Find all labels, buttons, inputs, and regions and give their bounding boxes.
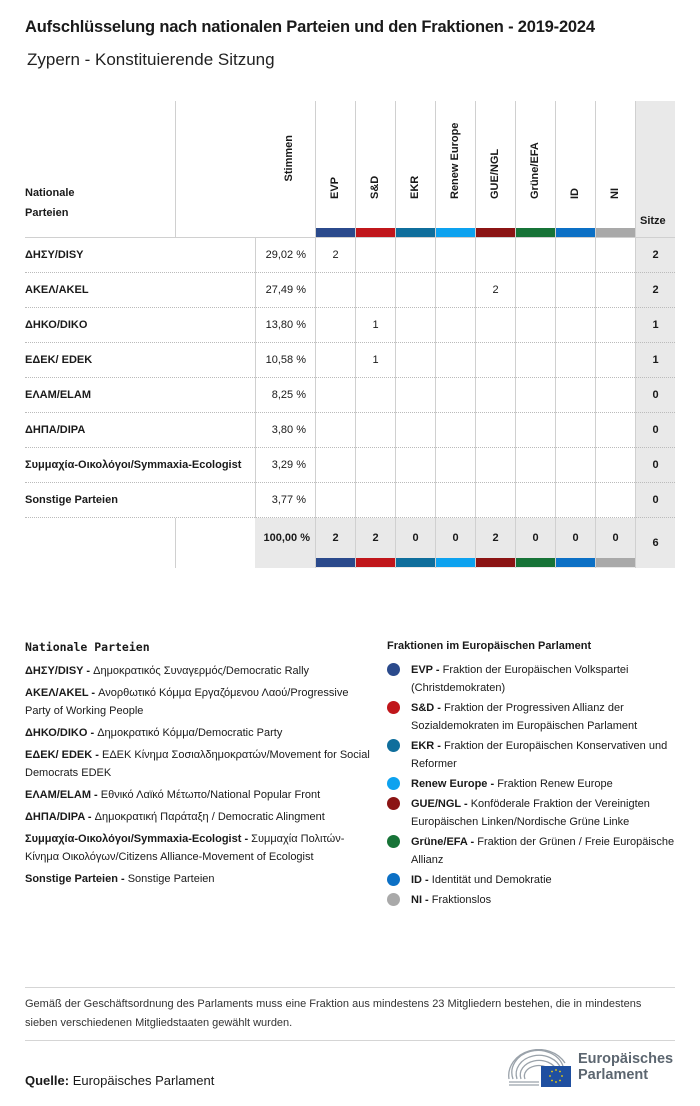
- faction-seat-cell: [595, 343, 635, 378]
- color-dot-icon: [387, 835, 400, 848]
- faction-seat-cell: [515, 343, 555, 378]
- faction-column-header: EVP: [329, 176, 341, 199]
- table-row: [25, 272, 675, 307]
- table-row: [25, 237, 675, 272]
- vote-share: 10,58 %: [255, 343, 315, 378]
- party-name: ΔΗΚΟ/DIKO: [25, 319, 88, 331]
- faction-seat-cell: [595, 308, 635, 343]
- faction-legend-item: EKR - Fraktion der Europäischen Konservativen und Reformer: [387, 737, 677, 773]
- color-dot-icon: [387, 739, 400, 752]
- faction-legend-item: Renew Europe - Fraktion Renew Europe: [387, 775, 677, 793]
- faction-total: 0: [595, 518, 635, 568]
- faction-seat-cell: [475, 343, 515, 378]
- seat-total: 1: [635, 343, 675, 378]
- faction-legend-item: EVP - Fraktion der Europäischen Volkspartei (Christdemokraten): [387, 661, 677, 697]
- faction-column-header: NI: [609, 188, 621, 199]
- party-name: Sonstige Parteien: [25, 494, 118, 506]
- faction-seat-cell: [435, 378, 475, 413]
- faction-seat-cell: [435, 308, 475, 343]
- table-header: [25, 101, 675, 237]
- party-legend-item: ΕΔΕΚ/ EDEK - ΕΔΕΚ Κίνημα Σοσιαλδημοκρατών/Movement for Social Democrats EDEK: [25, 749, 370, 779]
- faction-seat-cell: [515, 448, 555, 483]
- seat-total: 0: [635, 413, 675, 448]
- faction-total: 2: [355, 518, 395, 568]
- faction-color-bar: [556, 558, 595, 567]
- party-name: ΕΛΑΜ/ELAM: [25, 389, 91, 401]
- faction-seat-cell: [315, 448, 355, 483]
- color-dot-icon: [387, 873, 400, 886]
- party-name: ΑΚΕΛ/AKEL: [25, 284, 89, 296]
- faction-seat-cell: [435, 413, 475, 448]
- faction-column-header: EKR: [409, 175, 421, 199]
- faction-seat-cell: [435, 483, 475, 518]
- faction-color-bar: [596, 228, 635, 237]
- faction-seat-cell: 2: [475, 273, 515, 308]
- vote-share: 29,02 %: [255, 238, 315, 273]
- faction-seat-cell: [515, 483, 555, 518]
- faction-seat-cell: [555, 308, 595, 343]
- faction-seat-cell: [475, 448, 515, 483]
- faction-seat-cell: [355, 273, 395, 308]
- faction-legend-item: ID - Identität und Demokratie: [387, 871, 677, 889]
- results-table: [25, 101, 675, 567]
- footnote: Gemäß der Geschäftsordnung des Parlaments muss eine Fraktion aus mindestens 23 Mitgliedern bestehen, die in mindestens sieben verschiedenen Mitgliedstaaten gewählt wurden.: [25, 998, 642, 1029]
- faction-seat-cell: [555, 273, 595, 308]
- faction-seat-cell: [395, 413, 435, 448]
- vote-share: 3,77 %: [255, 483, 315, 518]
- faction-legend-item: S&D - Fraktion der Progressiven Allianz der Sozialdemokraten im Europäischen Parlament: [387, 699, 677, 735]
- vote-share: 8,25 %: [255, 378, 315, 413]
- faction-seat-cell: [555, 343, 595, 378]
- faction-seat-cell: [555, 378, 595, 413]
- faction-seat-cell: 2: [315, 238, 355, 273]
- source-value: Europäisches Parlament: [72, 1073, 215, 1088]
- party-legend-item: ΔΗΚΟ/DIKO - Δημοκρατικό Κόμμα/Democratic Party: [25, 727, 283, 739]
- faction-seat-cell: [435, 343, 475, 378]
- total-seats: 6: [635, 518, 675, 568]
- faction-seat-cell: [395, 483, 435, 518]
- page-subtitle: Zypern - Konstituierende Sitzung: [27, 50, 275, 69]
- source-line: [25, 1073, 214, 1088]
- seat-total: 0: [635, 448, 675, 483]
- faction-color-bar: [356, 558, 395, 567]
- faction-seat-cell: [555, 483, 595, 518]
- faction-color-bar: [316, 558, 355, 567]
- faction-seat-cell: [315, 273, 355, 308]
- seat-total: 2: [635, 273, 675, 308]
- faction-seat-cell: [395, 238, 435, 273]
- faction-seat-cell: [475, 308, 515, 343]
- faction-color-bar: [436, 558, 475, 567]
- faction-color-bar: [516, 228, 555, 237]
- faction-color-bar: [436, 228, 475, 237]
- faction-seat-cell: [315, 308, 355, 343]
- votes-column-header: Stimmen: [283, 135, 295, 182]
- faction-column-header: GUE/NGL: [489, 148, 501, 199]
- party-legend-item: Συμμαχία-Οικολόγοι/Symmaxia-Ecologist - Συμμαχία Πολιτών-Κίνημα Οικολόγων/Citizens Alliance-Movement of Ecologist: [25, 833, 345, 863]
- faction-color-bar: [596, 558, 635, 567]
- seat-total: 0: [635, 378, 675, 413]
- faction-column-header: Grüne/EFA: [529, 142, 541, 199]
- faction-seat-cell: [595, 273, 635, 308]
- faction-seat-cell: [395, 308, 435, 343]
- faction-seat-cell: [435, 238, 475, 273]
- faction-seat-cell: [595, 413, 635, 448]
- color-dot-icon: [387, 797, 400, 810]
- party-legend-item: ΔΗΣΥ/DISY - Δημοκρατικός Συναγερμός/Democratic Rally: [25, 665, 310, 677]
- faction-seat-cell: [515, 413, 555, 448]
- party-legend-item: Sonstige Parteien - Sonstige Parteien: [25, 873, 215, 885]
- party-legend-item: ΑΚΕΛ/AKEL - Ανορθωτικό Κόμμα Εργαζόμενου Λαού/Progressive Party of Working People: [25, 687, 349, 717]
- faction-seat-cell: [435, 273, 475, 308]
- faction-legend-item: GUE/NGL - Konföderale Fraktion der Vereinigten Europäischen Linken/Nordische Grüne Linke: [387, 795, 677, 831]
- ep-logo: Europäisches Parlament: [505, 1049, 680, 1089]
- faction-seat-cell: [395, 273, 435, 308]
- table-row: [25, 412, 675, 447]
- seat-total: 0: [635, 483, 675, 518]
- table-row: [25, 482, 675, 517]
- faction-seat-cell: [595, 378, 635, 413]
- faction-total: 0: [515, 518, 555, 568]
- party-column-header: Nationale Parteien: [25, 187, 75, 219]
- faction-seat-cell: [315, 343, 355, 378]
- totals-row: [25, 517, 675, 567]
- party-name: ΔΗΣΥ/DISY: [25, 249, 84, 261]
- page-title: Aufschlüsselung nach nationalen Parteien und den Fraktionen - 2019-2024: [25, 18, 595, 36]
- faction-seat-cell: [315, 378, 355, 413]
- source-label: Quelle:: [25, 1073, 70, 1088]
- faction-color-bar: [396, 228, 435, 237]
- faction-seat-cell: [555, 448, 595, 483]
- faction-color-bar: [396, 558, 435, 567]
- faction-seat-cell: [595, 448, 635, 483]
- faction-seat-cell: [355, 413, 395, 448]
- faction-total: 0: [555, 518, 595, 568]
- party-name: ΕΔΕΚ/ EDEK: [25, 354, 93, 366]
- faction-legend-item: Grüne/EFA - Fraktion der Grünen / Freie Europäische Allianz: [387, 833, 677, 869]
- divider: [175, 101, 176, 237]
- seat-total: 2: [635, 238, 675, 273]
- faction-seat-cell: [355, 448, 395, 483]
- color-dot-icon: [387, 663, 400, 676]
- divider: [25, 1040, 675, 1041]
- faction-column-header: Renew Europe: [449, 122, 461, 199]
- faction-seat-cell: [395, 343, 435, 378]
- party-name: ΔΗΠΑ/DIPA: [25, 424, 86, 436]
- total-votes: 100,00 %: [255, 518, 315, 568]
- faction-column-header: S&D: [369, 175, 381, 199]
- faction-seat-cell: [555, 413, 595, 448]
- faction-legend-item: NI - Fraktionslos: [387, 891, 677, 909]
- seat-total: 1: [635, 308, 675, 343]
- faction-color-bar: [316, 228, 355, 237]
- faction-seat-cell: [595, 238, 635, 273]
- faction-total: 0: [395, 518, 435, 568]
- faction-seat-cell: [355, 483, 395, 518]
- faction-seat-cell: [595, 483, 635, 518]
- faction-seat-cell: [475, 378, 515, 413]
- faction-seat-cell: [515, 238, 555, 273]
- faction-legend: [387, 640, 677, 911]
- vote-share: 3,29 %: [255, 448, 315, 483]
- divider: [25, 987, 675, 988]
- faction-seat-cell: [515, 273, 555, 308]
- faction-seat-cell: [315, 483, 355, 518]
- faction-seat-cell: [475, 238, 515, 273]
- faction-seat-cell: [355, 378, 395, 413]
- color-dot-icon: [387, 701, 400, 714]
- faction-legend-title: Fraktionen im Europäischen Parlament: [387, 640, 592, 652]
- faction-seat-cell: [515, 308, 555, 343]
- party-legend-title: Nationale Parteien: [25, 640, 150, 654]
- hemicycle-icon: [505, 1049, 575, 1089]
- party-legend-item: ΕΛΑΜ/ELAM - Εθνικό Λαϊκό Μέτωπο/National Popular Front: [25, 789, 321, 801]
- faction-color-bar: [516, 558, 555, 567]
- faction-seat-cell: [395, 448, 435, 483]
- faction-color-bar: [356, 228, 395, 237]
- faction-total: 2: [475, 518, 515, 568]
- vote-share: 3,80 %: [255, 413, 315, 448]
- party-name: Συμμαχία-Οικολόγοι/Symmaxia-Ecologist: [25, 459, 242, 471]
- faction-color-bar: [476, 558, 515, 567]
- faction-seat-cell: [475, 413, 515, 448]
- faction-total: 0: [435, 518, 475, 568]
- faction-seat-cell: [515, 378, 555, 413]
- faction-seat-cell: [355, 238, 395, 273]
- faction-total: 2: [315, 518, 355, 568]
- color-dot-icon: [387, 777, 400, 790]
- seats-column-header: Sitze: [635, 101, 675, 237]
- faction-seat-cell: [555, 238, 595, 273]
- table-row: [25, 377, 675, 412]
- faction-seat-cell: [315, 413, 355, 448]
- color-dot-icon: [387, 893, 400, 906]
- faction-color-bar: [476, 228, 515, 237]
- faction-column-header: ID: [569, 188, 581, 199]
- faction-seat-cell: 1: [355, 308, 395, 343]
- faction-seat-cell: [475, 483, 515, 518]
- table-row: [25, 307, 675, 342]
- table-body: [25, 237, 675, 517]
- faction-color-bar: [556, 228, 595, 237]
- table-row: [25, 447, 675, 482]
- faction-seat-cell: 1: [355, 343, 395, 378]
- vote-share: 13,80 %: [255, 308, 315, 343]
- vote-share: 27,49 %: [255, 273, 315, 308]
- table-row: [25, 342, 675, 377]
- party-legend: [25, 640, 370, 892]
- party-legend-item: ΔΗΠΑ/DIPA - Δημοκρατική Παράταξη / Democratic Alingment: [25, 811, 325, 823]
- faction-seat-cell: [435, 448, 475, 483]
- faction-seat-cell: [395, 378, 435, 413]
